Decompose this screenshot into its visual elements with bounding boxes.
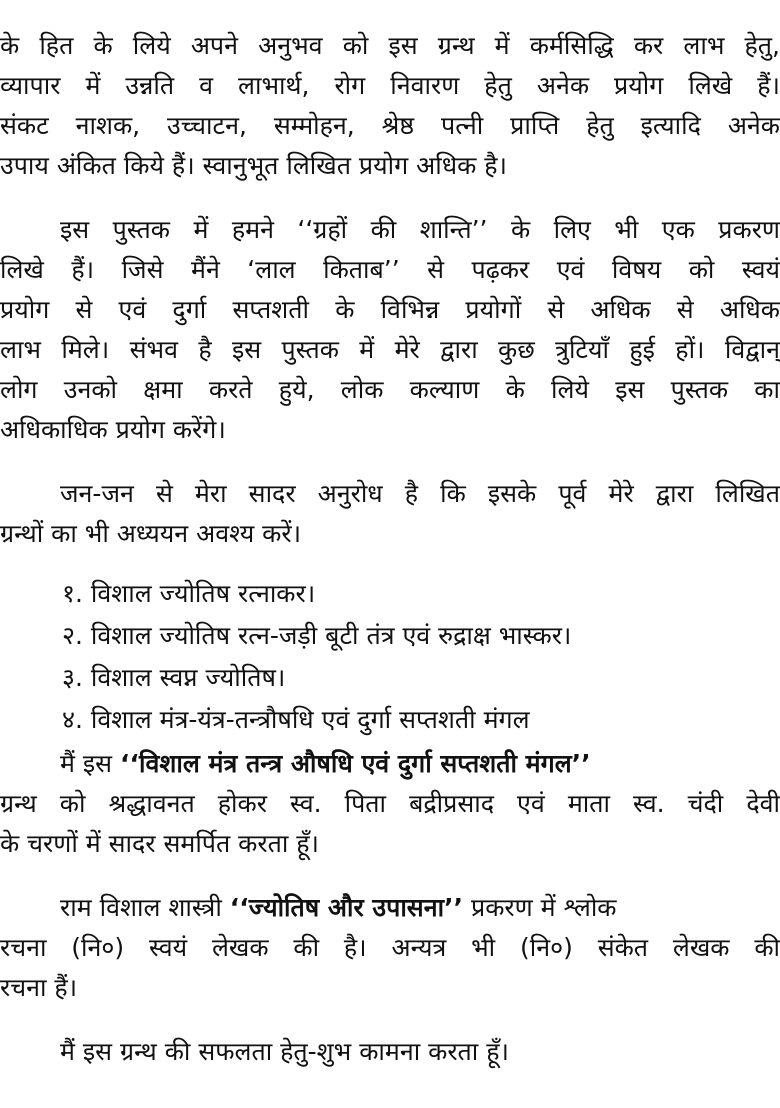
text-line: रचना (नि०) स्वयं लेखक की है। अन्यत्र भी (नि०) संकेत लेखक की: [0, 933, 780, 962]
book-title-bold: ‘‘विशाल मंत्र तन्त्र औषधि एवं दुर्गा सप्तशती मंगल’’: [120, 749, 591, 778]
list-item: ३. विशाल स्वप्न ज्योतिष।: [62, 663, 286, 692]
text-line: संकट नाशक, उच्चाटन, सम्मोहन, श्रेष्ठ पत्नी प्राप्ति हेतु इत्यादि अनेक: [0, 111, 780, 140]
text-line: अधिकाधिक प्रयोग करेंगे।: [0, 415, 226, 444]
list-item: ४. विशाल मंत्र-यंत्र-तन्त्रौषधि एवं दुर्गा सप्तशती मंगल: [62, 705, 530, 734]
text-run: राम विशाल शास्त्री: [60, 893, 230, 922]
text-line: ग्रन्थों का भी अध्ययन अवश्य करें।: [0, 519, 302, 548]
dedication-line: [60, 744, 780, 784]
text-run: मैं इस: [60, 749, 121, 778]
text-line: के चरणों में सादर समर्पित करता हूँ।: [0, 829, 320, 858]
text-line: जन-जन से मेरा सादर अनुरोध है कि इसके पूर्व मेरे द्वारा लिखित: [60, 479, 780, 508]
text-run: प्रकरण में श्लोक: [463, 893, 617, 922]
text-line: लिखे हैं। जिसे मैंने ‘लाल किताब’’ से पढ़कर एवं विषय को स्वयं: [0, 255, 780, 284]
text-line: उपाय अंकित किये हैं। स्वानुभूत लिखित प्रयोग अधिक है।: [0, 151, 507, 180]
closing-line: मैं इस ग्रन्थ की सफलता हेतु-शुभ कामना करता हूँ।: [60, 1037, 509, 1066]
list-item: २. विशाल ज्योतिष रत्न-जड़ी बूटी तंत्र एवं रुद्राक्ष भास्कर।: [62, 621, 572, 650]
list-item: १. विशाल ज्योतिष रत्नाकर।: [62, 579, 316, 608]
text-line: इस पुस्तक में हमने ‘‘ग्रहों की शान्ति’’ के लिए भी एक प्रकरण: [60, 215, 780, 244]
text-line: ग्रन्थ को श्रद्धावनत होकर स्व. पिता बद्रीप्रसाद एवं माता स्व. चंदी देवी: [0, 789, 780, 818]
text-line: के हित के लिये अपने अनुभव को इस ग्रन्थ में कर्मसिद्धि कर लाभ हेतु,: [0, 31, 780, 60]
text-line: रचना हैं।: [0, 973, 78, 1002]
section-title-bold: ‘‘ज्योतिष और उपासना’’: [229, 893, 464, 922]
text-line: लोग उनको क्षमा करते हुये, लोक कल्याण के लिये इस पुस्तक का: [0, 375, 780, 404]
attribution-line: [60, 888, 780, 928]
text-line: लाभ मिले। संभव है इस पुस्तक में मेरे द्वारा कुछ त्रुटियाँ हुई हों। विद्वान्: [0, 335, 780, 364]
text-line: व्यापार में उन्नति व लाभार्थ, रोग निवारण हेतु अनेक प्रयोग लिखे हैं।: [0, 71, 780, 100]
text-line: प्रयोग से एवं दुर्गा सप्तशती के विभिन्न प्रयोगों से अधिक से अधिक: [0, 295, 780, 324]
